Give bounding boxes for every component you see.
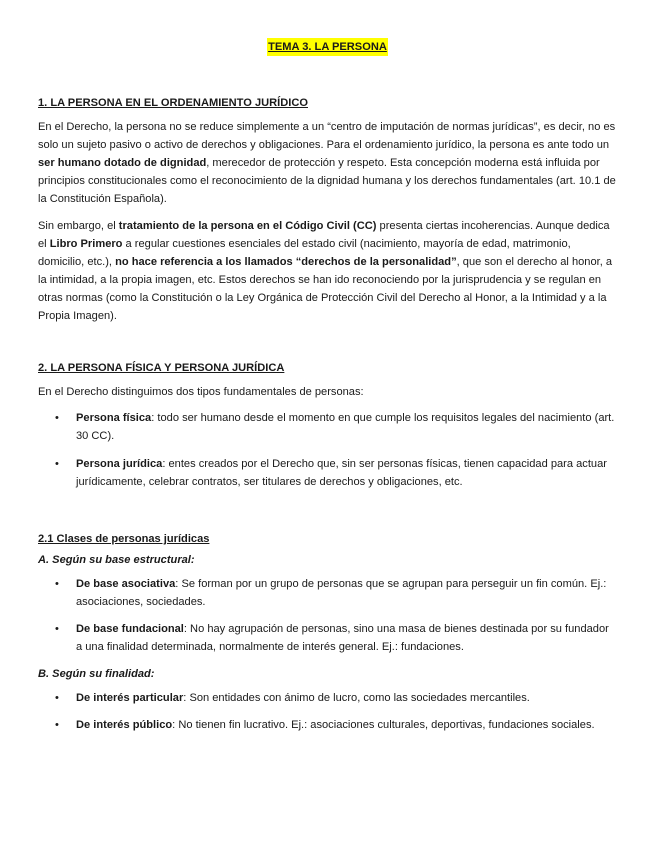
- section-persona-fisica-juridica: [38, 359, 617, 491]
- section-1-paragraph-1: [38, 118, 617, 208]
- bullet-icon: •: [55, 457, 59, 470]
- title-container: [38, 38, 617, 56]
- text-run: Sin embargo, el: [38, 219, 119, 232]
- section-2-intro: En el Derecho distinguimos dos tipos fundamentales de personas:: [38, 386, 364, 399]
- section-1-paragraph-2: [38, 217, 617, 326]
- section-2-1-heading: 2.1 Clases de personas jurídicas: [38, 532, 210, 545]
- list-text: : No hay agrupación de personas, sino una masa de bienes destinada por su fundador a una finalidad determinada, normalmente de interés general. Ej.: fundaciones.: [76, 623, 609, 654]
- list-item: [38, 716, 617, 734]
- list-item: [38, 620, 617, 656]
- bold-run: tratamiento de la persona en el Código Civil (CC): [118, 219, 377, 232]
- list-item: [38, 689, 617, 707]
- group-a-label: A. Según su base estructural:: [38, 553, 195, 566]
- bold-run: no hace referencia a los llamados “derechos de la personalidad”: [115, 255, 457, 268]
- list-text: : entes creados por el Derecho que, sin ser personas físicas, tienen capacidad para actuar jurídicamente, celebrar contratos, ser titulares de derechos y obligaciones, etc.: [76, 457, 607, 488]
- list-term: Persona jurídica: [76, 457, 163, 470]
- bullet-icon: •: [55, 623, 59, 636]
- bold-run: ser humano dotado de dignidad: [38, 157, 207, 170]
- document-title: TEMA 3. LA PERSONA: [267, 38, 388, 56]
- section-persona-ordenamiento: [38, 94, 617, 325]
- spacer: [38, 500, 617, 530]
- bullet-icon: •: [55, 577, 59, 590]
- group-a-list: [38, 575, 617, 656]
- section-1-heading: 1. LA PERSONA EN EL ORDENAMIENTO JURÍDICO: [38, 97, 308, 109]
- bullet-icon: •: [55, 719, 59, 732]
- text-run: a regular cuestiones esenciales del estado civil (nacimiento, mayoría de edad, matrimonio, domicilio, etc.),: [38, 237, 571, 268]
- group-b-list: [38, 689, 617, 734]
- list-item: [38, 455, 617, 491]
- list-text: : Se forman por un grupo de personas que se agrupan para perseguir un fin común. Ej.: asociaciones, sociedades.: [76, 577, 607, 608]
- bullet-icon: •: [55, 692, 59, 705]
- section-clases-personas-juridicas: [38, 530, 617, 735]
- text-run: , que son el derecho al honor, a la intimidad, a la propia imagen, etc. Estos derechos se han ido reconociendo por la jurisprudencia y se regulan en otras normas (como la Constitución o la Ley Orgánica de Protección Civil del Derecho al Honor, a la Intimidad y a la Propia Imagen).: [38, 255, 613, 323]
- list-term: De base asociativa: [76, 577, 176, 590]
- list-text: : Son entidades con ánimo de lucro, como las sociedades mercantiles.: [183, 692, 530, 705]
- list-item: [38, 409, 617, 445]
- list-term: De interés público: [76, 719, 173, 732]
- persona-types-list: [38, 409, 617, 490]
- list-text: : No tienen fin lucrativo. Ej.: asociaciones culturales, deportivas, fundaciones sociales.: [172, 719, 595, 732]
- text-run: presenta ciertas incoherencias. Aunque dedica el: [38, 219, 610, 250]
- spacer: [38, 333, 617, 359]
- text-run: En el Derecho, la persona no se reduce simplemente a un “centro de imputación de normas jurídicas”, es decir, no es solo un sujeto pasivo o activo de derechos y obligaciones. Para el ordenamiento jurídico, la persona es ante todo un: [38, 121, 616, 152]
- bold-run: Libro Primero: [49, 237, 123, 250]
- list-term: Persona física: [76, 412, 152, 425]
- group-b-label: B. Según su finalidad:: [38, 668, 155, 681]
- list-term: De interés particular: [76, 692, 184, 705]
- bullet-icon: •: [55, 412, 59, 425]
- list-item: [38, 575, 617, 611]
- list-text: : todo ser humano desde el momento en que cumple los requisitos legales del nacimiento (art. 30 CC).: [76, 412, 615, 443]
- section-2-heading: 2. LA PERSONA FÍSICA Y PERSONA JURÍDICA: [38, 362, 285, 375]
- text-run: , merecedor de protección y respeto. Esta concepción moderna está influida por principios constitucionales como el reconocimiento de la dignidad humana y los derechos fundamentales (art. 10.1 de la Constitución Española).: [38, 157, 616, 206]
- list-term: De base fundacional: [76, 623, 184, 636]
